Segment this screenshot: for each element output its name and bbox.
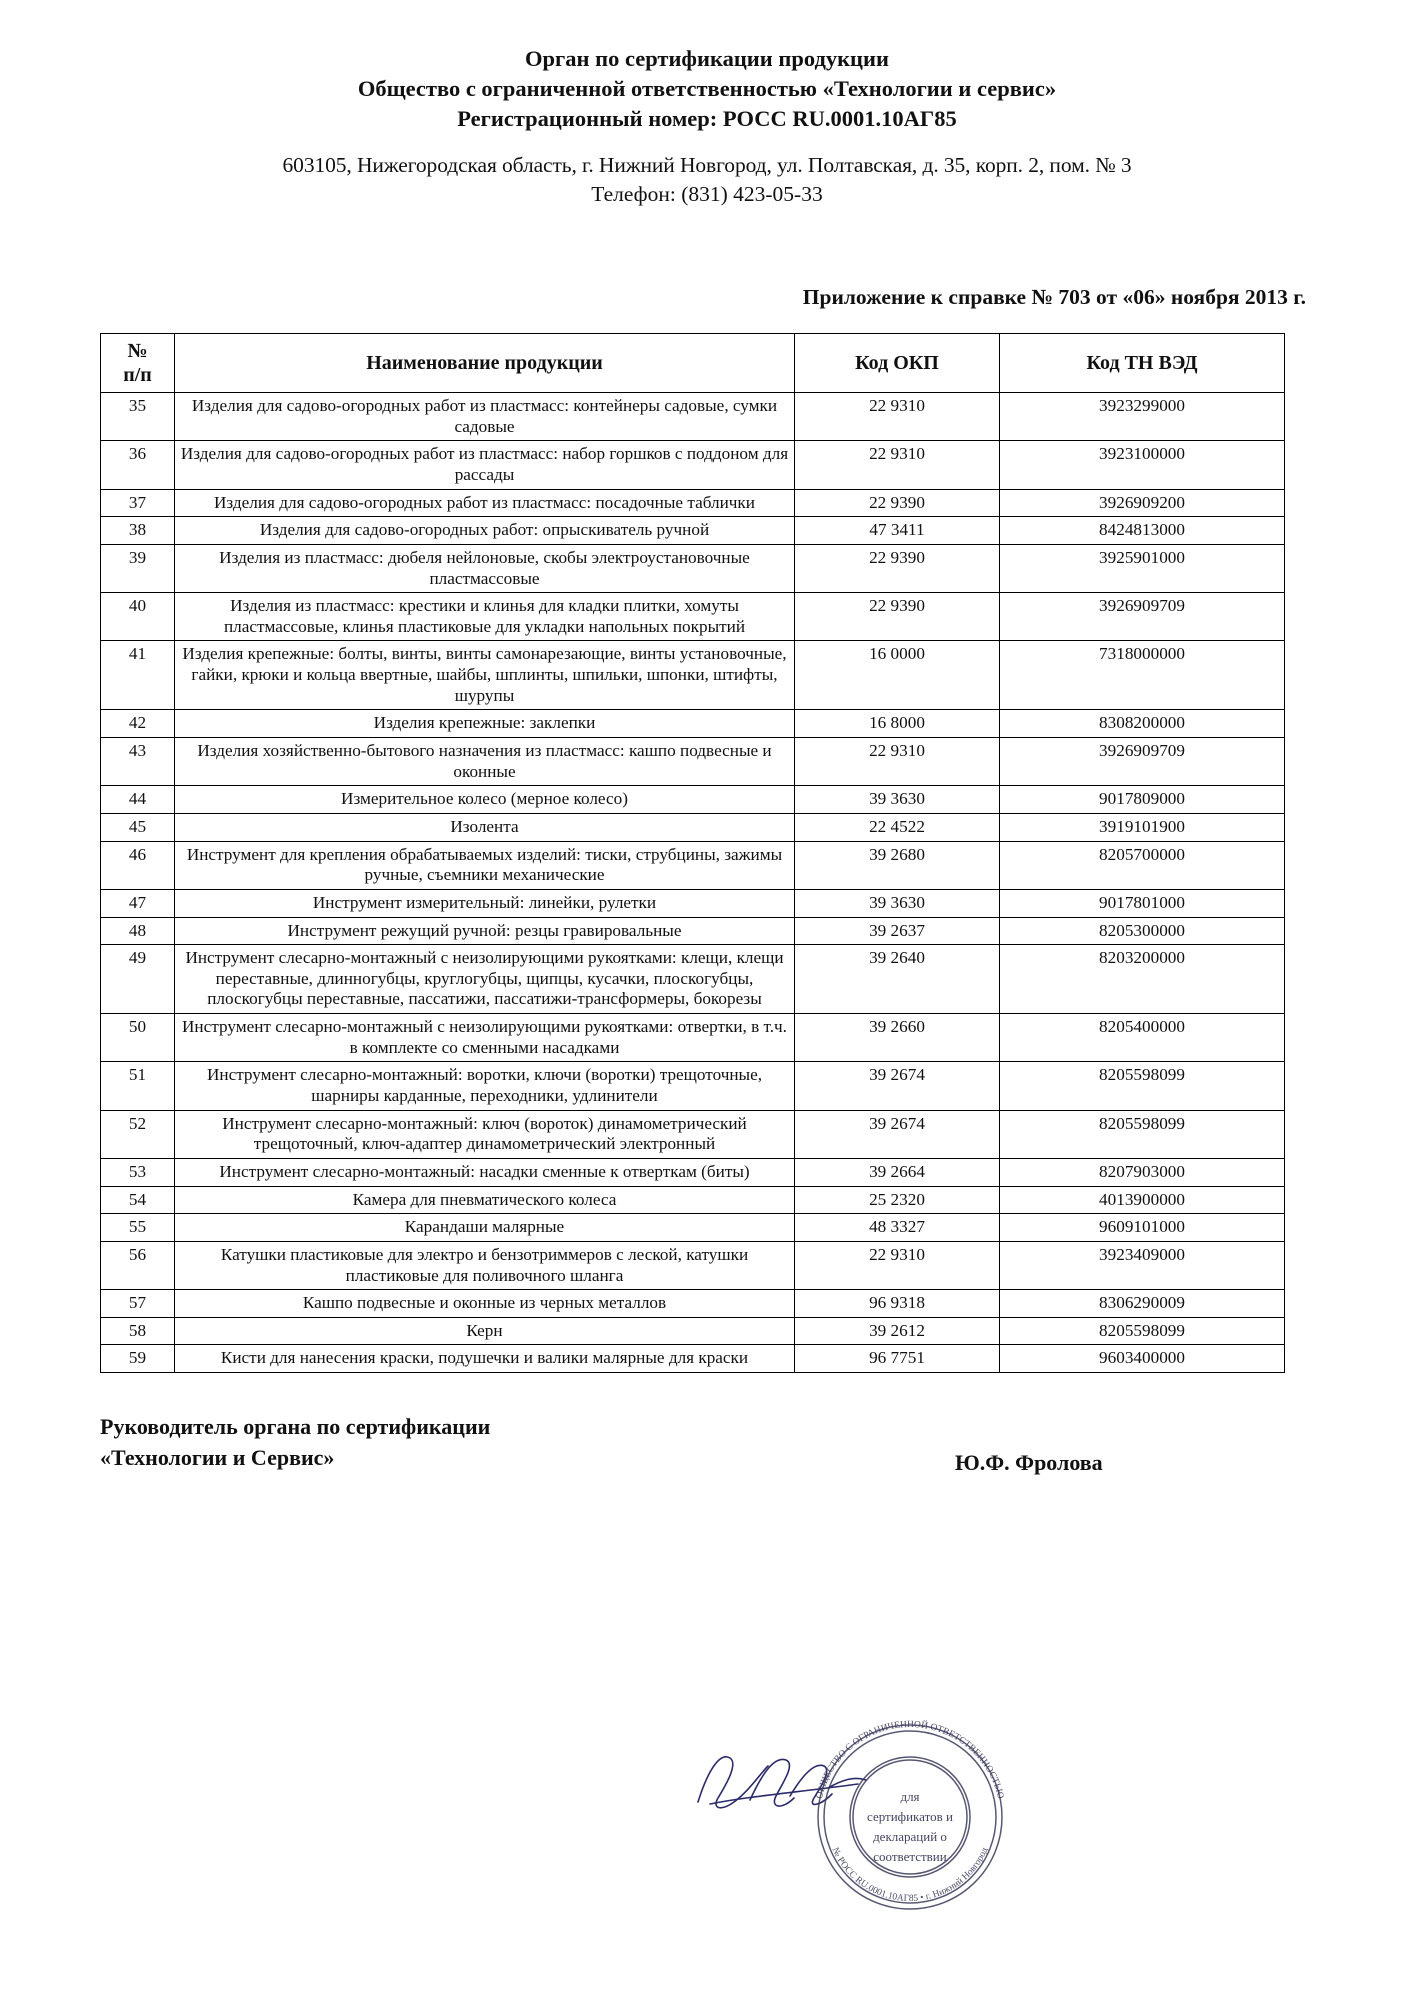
cell-product-name: Кисти для нанесения краски, подушечки и валики малярные для краски: [175, 1345, 795, 1373]
cell-tnved-code: 9609101000: [1000, 1214, 1285, 1242]
cell-okp-code: 39 2612: [795, 1317, 1000, 1345]
header-line-2: Общество с ограниченной ответственностью «Технологии и сервис»: [357, 75, 1057, 101]
table-row: [101, 841, 1285, 889]
table-header-row: [101, 334, 1285, 393]
table-row: [101, 393, 1285, 441]
signature-title-line1: Руководитель органа по сертификации: [100, 1414, 491, 1440]
table-row: [101, 1345, 1285, 1373]
address-line: 603105, Нижегородская область, г. Нижний Новгород, ул. Полтавская, д. 35, корп. 2, пом. № 3: [282, 152, 1132, 177]
table-row: [101, 786, 1285, 814]
stamp-center-line2: сертификатов и: [867, 1809, 953, 1824]
table-row: [101, 813, 1285, 841]
cell-number: 56: [101, 1241, 175, 1289]
cell-okp-code: 25 2320: [795, 1186, 1000, 1214]
cell-number: 57: [101, 1290, 175, 1318]
table-row: [101, 1241, 1285, 1289]
table-body: [101, 393, 1285, 1373]
cell-tnved-code: 9017809000: [1000, 786, 1285, 814]
cell-number: 48: [101, 917, 175, 945]
appendix-reference: Приложение к справке № 703 от «06» ноября 2013 г.: [802, 285, 1306, 310]
cell-product-name: Изделия хозяйственно-бытового назначения из пластмасс: кашпо подвесные и оконные: [175, 738, 795, 786]
cell-product-name: Изделия крепежные: заклепки: [175, 710, 795, 738]
signature-block: [100, 1411, 1314, 1476]
table-row: [101, 1186, 1285, 1214]
cell-number: 49: [101, 945, 175, 1014]
column-header-number: [101, 334, 175, 393]
cell-okp-code: 96 9318: [795, 1290, 1000, 1318]
cell-product-name: Катушки пластиковые для электро и бензотриммеров с леской, катушки пластиковые для поливочного шланга: [175, 1241, 795, 1289]
cell-tnved-code: 8205598099: [1000, 1110, 1285, 1158]
cell-tnved-code: 9017801000: [1000, 889, 1285, 917]
cell-okp-code: 16 8000: [795, 710, 1000, 738]
cell-product-name: Изделия из пластмасс: крестики и клинья для кладки плитки, хомуты пластмассовые, клинья пластиковые для укладки напольных покрытий: [175, 593, 795, 641]
cell-tnved-code: 4013900000: [1000, 1186, 1285, 1214]
phone-line: Телефон: (831) 423-05-33: [591, 182, 823, 207]
table-row: [101, 710, 1285, 738]
header-line-3: Регистрационный номер: РОСС RU.0001.10АГ85: [457, 105, 957, 131]
stamp-center-line3: деклараций о: [873, 1829, 947, 1844]
table-row: [101, 945, 1285, 1014]
cell-product-name: Камера для пневматического колеса: [175, 1186, 795, 1214]
cell-okp-code: 22 9390: [795, 489, 1000, 517]
cell-okp-code: 22 9310: [795, 1241, 1000, 1289]
table-row: [101, 917, 1285, 945]
table-row: [101, 1062, 1285, 1110]
cell-number: 35: [101, 393, 175, 441]
table-row: [101, 1290, 1285, 1318]
cell-tnved-code: 8203200000: [1000, 945, 1285, 1014]
cell-number: 41: [101, 641, 175, 710]
cell-tnved-code: 8205700000: [1000, 841, 1285, 889]
cell-number: 39: [101, 544, 175, 592]
cell-number: 58: [101, 1317, 175, 1345]
cell-product-name: Изделия для садово-огородных работ из пластмасс: набор горшков с поддоном для рассады: [175, 441, 795, 489]
cell-tnved-code: 8306290009: [1000, 1290, 1285, 1318]
cell-number: 38: [101, 517, 175, 545]
cell-number: 42: [101, 710, 175, 738]
cell-number: 51: [101, 1062, 175, 1110]
table-row: [101, 1317, 1285, 1345]
cell-product-name: Инструмент для крепления обрабатываемых изделий: тиски, струбцины, зажимы ручные, съемники механические: [175, 841, 795, 889]
cell-tnved-code: 3923299000: [1000, 393, 1285, 441]
cell-number: 46: [101, 841, 175, 889]
cell-product-name: Инструмент слесарно-монтажный с неизолирующими рукоятками: клещи, клещи переставные, длинногубцы, круглогубцы, щипцы, кусачки, плоскогубцы, плоскогубцы переставные, пассатижи, пассатижи-трансформеры, бокорезы: [175, 945, 795, 1014]
cell-tnved-code: 9603400000: [1000, 1345, 1285, 1373]
cell-number: 37: [101, 489, 175, 517]
signature-title-line2: «Технологии и Сервис»: [100, 1445, 335, 1471]
products-table: [100, 333, 1285, 1373]
cell-product-name: Инструмент слесарно-монтажный: воротки, ключи (воротки) трещоточные, шарниры карданные, переходники, удлинители: [175, 1062, 795, 1110]
table-row: [101, 738, 1285, 786]
cell-tnved-code: 3925901000: [1000, 544, 1285, 592]
cell-okp-code: 39 2640: [795, 945, 1000, 1014]
cell-okp-code: 48 3327: [795, 1214, 1000, 1242]
cell-product-name: Инструмент слесарно-монтажный: ключ (вороток) динамометрический трещоточный, ключ-адаптер динамометрический электронный: [175, 1110, 795, 1158]
cell-okp-code: 39 2637: [795, 917, 1000, 945]
document-header: [100, 44, 1314, 134]
cell-product-name: Карандаши малярные: [175, 1214, 795, 1242]
cell-number: 47: [101, 889, 175, 917]
cell-product-name: Изделия для садово-огородных работ из пластмасс: контейнеры садовые, сумки садовые: [175, 393, 795, 441]
cell-okp-code: 16 0000: [795, 641, 1000, 710]
stamp-outer-bottom-text: № РОСС RU.0001.10АГ85 • г. Нижний Новгород: [829, 1846, 991, 1905]
column-header-okp: Код ОКП: [795, 334, 1000, 393]
handwritten-signature: [690, 1740, 880, 1830]
table-row: [101, 441, 1285, 489]
cell-tnved-code: 8205400000: [1000, 1014, 1285, 1062]
cell-okp-code: 39 2674: [795, 1110, 1000, 1158]
column-header-number-line2: п/п: [123, 364, 152, 387]
column-header-number-line1: №: [127, 340, 148, 363]
cell-number: 53: [101, 1158, 175, 1186]
cell-tnved-code: 3923409000: [1000, 1241, 1285, 1289]
cell-tnved-code: 8308200000: [1000, 710, 1285, 738]
column-header-name: Наименование продукции: [175, 334, 795, 393]
cell-product-name: Изделия из пластмасс: дюбеля нейлоновые, скобы электроустановочные пластмассовые: [175, 544, 795, 592]
stamp-center-line1: для: [900, 1789, 920, 1804]
cell-okp-code: 39 3630: [795, 889, 1000, 917]
table-row: [101, 1014, 1285, 1062]
table-row: [101, 544, 1285, 592]
table-row: [101, 889, 1285, 917]
table-row: [101, 489, 1285, 517]
cell-tnved-code: 8205598099: [1000, 1062, 1285, 1110]
cell-tnved-code: 8205598099: [1000, 1317, 1285, 1345]
cell-product-name: Керн: [175, 1317, 795, 1345]
cell-product-name: Инструмент слесарно-монтажный: насадки сменные к отверткам (биты): [175, 1158, 795, 1186]
cell-okp-code: 22 4522: [795, 813, 1000, 841]
cell-tnved-code: 8207903000: [1000, 1158, 1285, 1186]
cell-number: 52: [101, 1110, 175, 1158]
cell-okp-code: 47 3411: [795, 517, 1000, 545]
table-row: [101, 641, 1285, 710]
cell-okp-code: 22 9310: [795, 393, 1000, 441]
cell-product-name: Измерительное колесо (мерное колесо): [175, 786, 795, 814]
stamp-center-line4: соответствии: [873, 1849, 947, 1864]
cell-okp-code: 96 7751: [795, 1345, 1000, 1373]
cell-number: 36: [101, 441, 175, 489]
cell-okp-code: 39 2660: [795, 1014, 1000, 1062]
table-row: [101, 593, 1285, 641]
cell-product-name: Инструмент режущий ручной: резцы гравировальные: [175, 917, 795, 945]
cell-okp-code: 39 2664: [795, 1158, 1000, 1186]
cell-product-name: Изолента: [175, 813, 795, 841]
cell-number: 43: [101, 738, 175, 786]
cell-number: 45: [101, 813, 175, 841]
cell-number: 50: [101, 1014, 175, 1062]
table-row: [101, 1158, 1285, 1186]
cell-okp-code: 39 2680: [795, 841, 1000, 889]
cell-number: 55: [101, 1214, 175, 1242]
cell-okp-code: 22 9310: [795, 441, 1000, 489]
cell-okp-code: 22 9390: [795, 593, 1000, 641]
cell-product-name: Изделия для садово-огородных работ: опрыскиватель ручной: [175, 517, 795, 545]
cell-tnved-code: 7318000000: [1000, 641, 1285, 710]
organization-address: [100, 151, 1314, 210]
cell-product-name: Инструмент измерительный: линейки, рулетки: [175, 889, 795, 917]
cell-tnved-code: 3926909709: [1000, 593, 1285, 641]
signatory-name: Ю.Ф. Фролова: [955, 1450, 1103, 1476]
cell-number: 59: [101, 1345, 175, 1373]
cell-product-name: Кашпо подвесные и оконные из черных металлов: [175, 1290, 795, 1318]
header-line-1: Орган по сертификации продукции: [525, 46, 889, 71]
cell-tnved-code: 8205300000: [1000, 917, 1285, 945]
cell-product-name: Изделия крепежные: болты, винты, винты самонарезающие, винты установочные, гайки, крюки и кольца ввертные, шайбы, шплинты, шпильки, шпонки, штифты, шурупы: [175, 641, 795, 710]
cell-tnved-code: 3923100000: [1000, 441, 1285, 489]
cell-tnved-code: 3926909200: [1000, 489, 1285, 517]
cell-number: 40: [101, 593, 175, 641]
table-row: [101, 517, 1285, 545]
cell-product-name: Изделия для садово-огородных работ из пластмасс: посадочные таблички: [175, 489, 795, 517]
cell-okp-code: 39 2674: [795, 1062, 1000, 1110]
table-row: [101, 1110, 1285, 1158]
official-stamp: [790, 1697, 1030, 1937]
cell-number: 54: [101, 1186, 175, 1214]
column-header-tnved: Код ТН ВЭД: [1000, 334, 1285, 393]
cell-okp-code: 22 9310: [795, 738, 1000, 786]
cell-tnved-code: 3919101900: [1000, 813, 1285, 841]
cell-tnved-code: 8424813000: [1000, 517, 1285, 545]
table-row: [101, 1214, 1285, 1242]
cell-tnved-code: 3926909709: [1000, 738, 1285, 786]
cell-okp-code: 39 3630: [795, 786, 1000, 814]
cell-number: 44: [101, 786, 175, 814]
cell-okp-code: 22 9390: [795, 544, 1000, 592]
cell-product-name: Инструмент слесарно-монтажный с неизолирующими рукоятками: отвертки, в т.ч. в комплекте со сменными насадками: [175, 1014, 795, 1062]
stamp-outer-top-text: ОБЩЕСТВО С ОГРАНИЧЕННОЙ ОТВЕТСТВЕННОСТЬЮ: [814, 1719, 1006, 1800]
